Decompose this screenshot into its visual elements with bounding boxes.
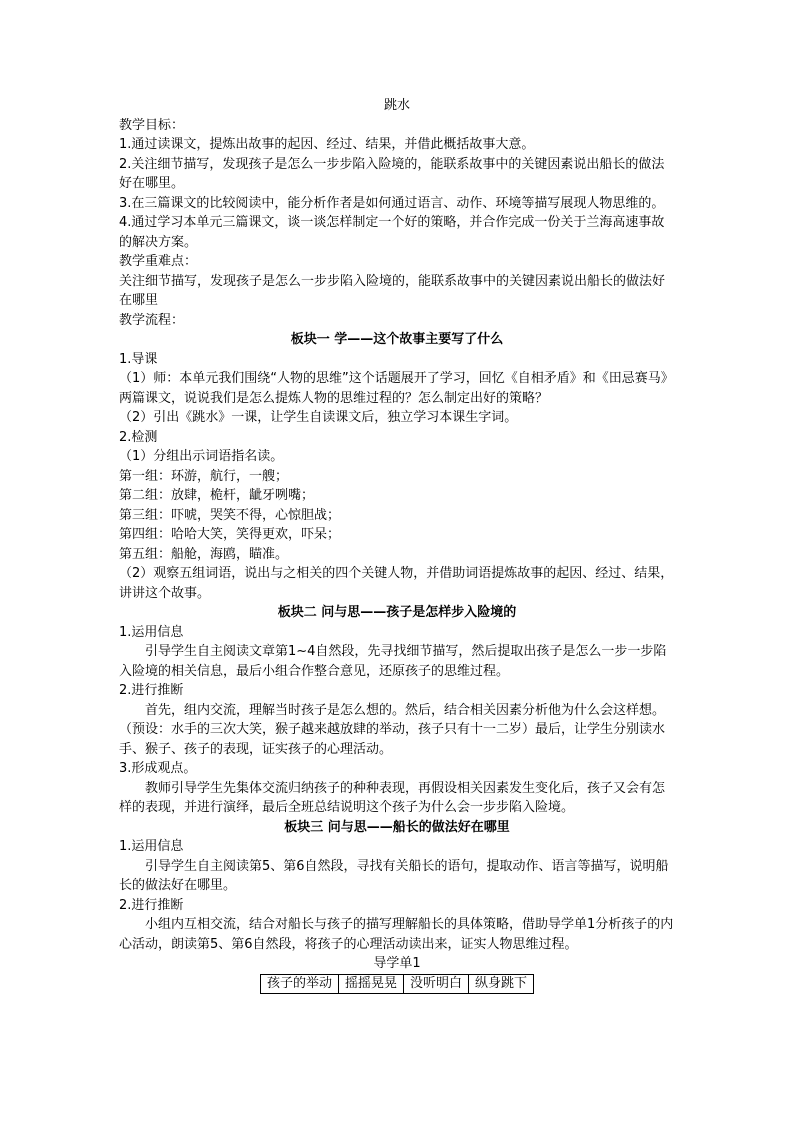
word-group: 第四组：哈哈大笑，笑得更欢，吓呆； (119, 527, 341, 542)
table-cell: 纵身跳下 (469, 974, 534, 993)
block3-paragraph: 引导学生自主阅读第5、第6自然段，寻找有关船长的语句，提取动作、语言等描写，说明船长的做法好在哪里。 (119, 858, 669, 893)
word-group: 第五组：船舱，海鸥，瞄准。 (119, 546, 289, 562)
block2-paragraph: 引导学生自主阅读文章第1~4自然段，先寻找细节描写，然后提取出孩子是怎么一步一步陷入险境的相关信息，最后小组合作整合意见，还原孩子的思维过程。 (119, 644, 667, 679)
worksheet-caption: 导学单1 (373, 956, 421, 971)
block3-step: 2.进行推断 (119, 897, 184, 913)
block1-step: 2.检测 (119, 429, 158, 445)
goal-item: 3.在三篇课文的比较阅读中，能分析作者是如何通过语言、动作、环境等描写展现人物思维的。 (119, 195, 665, 211)
block1-title: 板块一 学——这个故事主要写了什么 (290, 332, 504, 347)
block3-paragraph: 小组内互相交流，结合对船长与孩子的描写理解船长的具体策略，借助导学单1分析孩子的内心活动，朗读第5、第6自然段，将孩子的心理活动读出来，证实人物思维过程。 (119, 917, 674, 952)
document-title: 跳水 (383, 98, 410, 113)
document-page (119, 96, 675, 994)
goal-item: 4.通过学习本单元三篇课文，谈一谈怎样制定一个好的策略，并合作完成一份关于兰海高速事故的解决方案。 (119, 215, 665, 250)
goals-heading: 教学目标： (119, 117, 185, 133)
table-cell: 摇摇晃晃 (338, 974, 403, 993)
word-group: 第一组：环游，航行，一艘； (119, 468, 289, 484)
table-cell: 没听明白 (404, 974, 469, 993)
block3-title: 板块三 问与思——船长的做法好在哪里 (284, 819, 510, 835)
goal-item: 2.关注细节描写，发现孩子是怎么一步步陷入险境的，能联系故事中的关键因素说出船长的做法好在哪里。 (119, 156, 665, 191)
block2-step: 1.运用信息 (119, 624, 184, 640)
goal-item: 1.通过读课文，提炼出故事的起因、经过、结果，并借此概括故事大意。 (119, 137, 535, 152)
block1-paragraph: （2）观察五组词语，说出与之相关的四个关键人物，并借助词语提炼故事的起因、经过、结果，讲讲这个故事。 (119, 566, 674, 601)
word-group: 第二组：放肆，桅杆，龇牙咧嘴； (119, 488, 315, 503)
word-group: 第三组：吓唬，哭笑不得，心惊胆战； (119, 507, 341, 523)
table-cell: 孩子的举动 (260, 974, 338, 993)
keypoints-heading: 教学重难点： (119, 254, 198, 269)
block3-step: 1.运用信息 (119, 839, 184, 854)
block2-paragraph: 首先，组内交流，理解当时孩子是怎么想的。然后，结合相关因素分析他为什么会这样想。（预设：水手的三次大笑，猴子越来越放肆的举动，孩子只有十一二岁）最后，让学生分别读水手、猴子、孩子的表现，证实孩子的心理活动。 (119, 702, 666, 757)
block2-paragraph: 教师引导学生先集体交流归纳孩子的种种表现，再假设相关因素发生变化后，孩子又会有怎样的表现，并进行演绎，最后全班总结说明这个孩子为什么会一步步陷入险境。 (119, 780, 666, 815)
block2-step: 2.进行推断 (119, 683, 184, 698)
block1-step: 1.导课 (119, 351, 158, 367)
block1-paragraph: （1）分组出示词语指名读。 (119, 449, 284, 464)
block2-title: 板块二 问与思——孩子是怎样步入险境的 (277, 605, 517, 620)
block1-paragraph: （2）引出《跳水》一课，让学生自读课文后，独立学习本课生字词。 (119, 410, 518, 425)
block1-paragraph: （1）师：本单元我们围绕“人物的思维”这个话题展开了学习，回忆《自相矛盾》和《田忌赛马》两篇课文，说说我们是怎么提炼人物的思维过程的？怎么制定出好的策略？ (119, 371, 674, 406)
worksheet-table (260, 974, 534, 994)
table-row (260, 974, 533, 993)
keypoints-text: 关注细节描写，发现孩子是怎么一步步陷入险境的，能联系故事中的关键因素说出船长的做法好在哪里 (119, 273, 666, 308)
process-heading: 教学流程： (119, 312, 185, 328)
block2-step: 3.形成观点。 (119, 761, 197, 776)
